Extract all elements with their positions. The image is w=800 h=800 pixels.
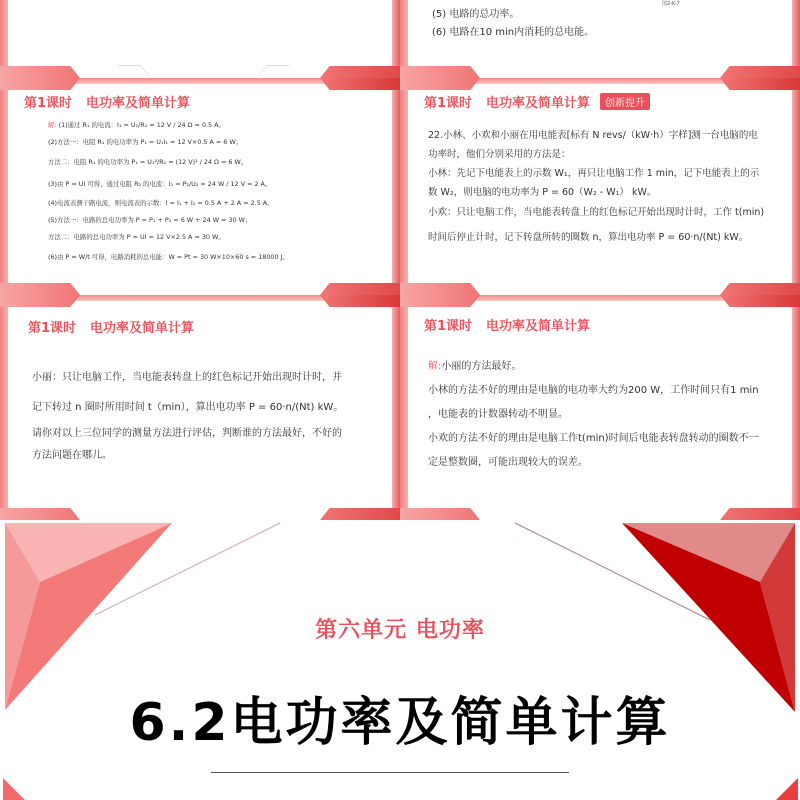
lesson-label: 第1课时 bbox=[424, 96, 473, 111]
solution-line: 小林的方法不好的理由是电脑的电功率大约为200 W，工作时间只有1 min bbox=[428, 385, 759, 396]
problem-line: 数 W₂，则电脑的电功率为 P = 60（W₂ - W₁） kW。 bbox=[428, 187, 657, 198]
frame-corner bbox=[320, 66, 400, 78]
frame-corner bbox=[400, 283, 480, 295]
lesson-topic: 电功率及简单计算 bbox=[486, 319, 591, 334]
slide-frame bbox=[392, 295, 400, 520]
slide-top-right[interactable] bbox=[400, 0, 800, 78]
frame-corner bbox=[720, 295, 800, 307]
slide-frame bbox=[392, 78, 400, 295]
slide-frame bbox=[0, 295, 8, 520]
problem-line: 小林：先记下电能表上的示数 W₁，再只让电脑工作 1 min，记下电能表上的示 bbox=[428, 168, 760, 179]
innovation-badge: 创新提升 bbox=[600, 93, 650, 110]
chevron-decoration bbox=[117, 65, 149, 76]
problem-line: 小欢：只让电脑工作，当电能表转盘上的红色标记开始出现时计时，工作 t(min) bbox=[428, 207, 765, 218]
problem-line: 功率时，他们分别采用的方法是： bbox=[428, 149, 571, 160]
problem-line: 时间后停止计时，记下转盘所转的圈数 n，算出电功率 P = 60·n/(Nt) kW。 bbox=[428, 232, 749, 243]
question-line: (5) 电路的总功率。 bbox=[432, 9, 520, 20]
question-line: (6) 电路在10 min内消耗的总电能。 bbox=[432, 27, 595, 38]
solution-line: (6)由 P = W/t 可得，电路消耗的总电能：W = Pt = 30 W×10×60 s = 18000 J。 bbox=[48, 253, 289, 261]
frame-corner bbox=[720, 78, 800, 90]
bottom-right-corner-decoration bbox=[770, 778, 800, 800]
frame-corner bbox=[320, 283, 400, 295]
solution-line: 方法二：电路的总电功率为 P = UI = 12 V×2.5 A = 30 W。 bbox=[48, 233, 225, 241]
frame-corner bbox=[400, 66, 480, 78]
slide-frame bbox=[792, 295, 800, 520]
solution-line: (4)电流表测干路电流，则电流表的示数：I = I₁ + I₂ = 0.5 A + 2 A = 2.5 A。 bbox=[48, 199, 274, 207]
solution-body bbox=[428, 355, 759, 475]
lesson-label: 第1课时 bbox=[424, 319, 473, 334]
frame-corner bbox=[0, 66, 80, 78]
problem-body bbox=[32, 363, 343, 467]
frame-corner bbox=[0, 295, 80, 307]
slide-title bbox=[424, 315, 590, 334]
title-underline bbox=[211, 772, 569, 773]
problem-line: 方法问题在哪儿。 bbox=[32, 450, 112, 461]
answer-prefix: 解: bbox=[48, 121, 57, 129]
frame-corner bbox=[400, 508, 480, 520]
frame-corner bbox=[0, 508, 80, 520]
chevron-decoration bbox=[257, 65, 289, 76]
frame-corner bbox=[320, 78, 400, 90]
frame-corner bbox=[400, 295, 480, 307]
slide-frame bbox=[792, 78, 800, 295]
bottom-left-corner-decoration bbox=[0, 778, 30, 800]
problem-line: 记下转过 n 圈时所用时间 t（min），算出电功率 P = 60·n/(Nt) kW。 bbox=[32, 402, 344, 413]
problem-line: 小丽：只让电脑工作，当电能表转盘上的红色标记开始出现时计时，并 bbox=[32, 372, 342, 383]
frame-corner bbox=[0, 283, 80, 295]
solution-line: (3)由 P = UI 可得，通过电阻 R₂ 的电流：I₂ = P₂/U₂ = 24 W / 12 V = 2 A。 bbox=[48, 180, 272, 188]
problem-line: 请你对以上三位同学的测量方法进行评估，判断谁的方法最好，不好的 bbox=[32, 428, 342, 439]
title-slide[interactable] bbox=[0, 520, 800, 800]
slide-solution-22[interactable] bbox=[400, 295, 800, 520]
slide-solution-1[interactable] bbox=[0, 78, 400, 295]
slide-frame bbox=[400, 78, 408, 295]
solution-line: 方法二：电阻 R₁ 的电功率为 P₁ = U₁²/R₁ = (12 V)² / 24 Ω = 6 W。 bbox=[48, 158, 248, 166]
slide-title bbox=[28, 317, 194, 336]
solution-line: 定是整数圈，可能出现较大的误差。 bbox=[428, 457, 588, 468]
solution-line: (5)方法一：电路的总电功率为 P = P₁ + P₂ = 6 W + 24 W = 30 W； bbox=[48, 216, 252, 224]
slide-title bbox=[24, 92, 190, 111]
solution-line: ，电能表的计数器转动不明显。 bbox=[428, 409, 568, 420]
slide-frame bbox=[400, 295, 408, 520]
lesson-topic: 电功率及简单计算 bbox=[90, 321, 195, 336]
frame-corner bbox=[720, 508, 800, 520]
problem-line: 22.小林、小欢和小丽在用电能表[标有 N revs/（kW·h）字样]测一台电脑的电 bbox=[428, 130, 758, 141]
problem-body bbox=[428, 126, 764, 252]
lesson-topic: 电功率及简单计算 bbox=[486, 96, 591, 111]
frame-corner bbox=[400, 78, 480, 90]
lesson-label: 第1课时 bbox=[28, 321, 77, 336]
lesson-topic: 电功率及简单计算 bbox=[86, 96, 191, 111]
solution-line: 解:小丽的方法最好。 bbox=[428, 361, 522, 372]
answer-prefix: 解: bbox=[428, 361, 442, 372]
frame-corner bbox=[720, 283, 800, 295]
solution-line: 解: (1)通过 R₁ 的电流：I₁ = U₁/R₁ = 12 V / 24 Ω = 0.5 A。 bbox=[48, 121, 225, 129]
frame-corner bbox=[0, 78, 80, 90]
slide-top-left[interactable] bbox=[0, 0, 400, 78]
lesson-label: 第1课时 bbox=[24, 96, 73, 111]
slide-frame bbox=[0, 78, 8, 295]
slide-title bbox=[424, 92, 650, 111]
question-list bbox=[432, 6, 594, 42]
solution-line: 小欢的方法不好的理由是电脑工作t(min)时间后电能表转盘转动的圈数不一 bbox=[428, 433, 759, 444]
slide-problem-22[interactable] bbox=[400, 78, 800, 295]
frame-corner bbox=[720, 66, 800, 78]
main-title: 6.2电功率及简单计算 bbox=[129, 693, 671, 753]
frame-corner bbox=[320, 295, 400, 307]
solution-body bbox=[48, 117, 289, 268]
unit-label: 第六单元 电功率 bbox=[315, 618, 485, 643]
slide-problem-22-cont[interactable] bbox=[0, 295, 400, 520]
solution-line: (2)方法一：电阻 R₁ 的电功率为 P₁ = U₁I₁ = 12 V×0.5 A = 6 W； bbox=[48, 138, 243, 146]
figure-label: 图2-K-7 bbox=[662, 1, 680, 7]
frame-corner bbox=[320, 508, 400, 520]
